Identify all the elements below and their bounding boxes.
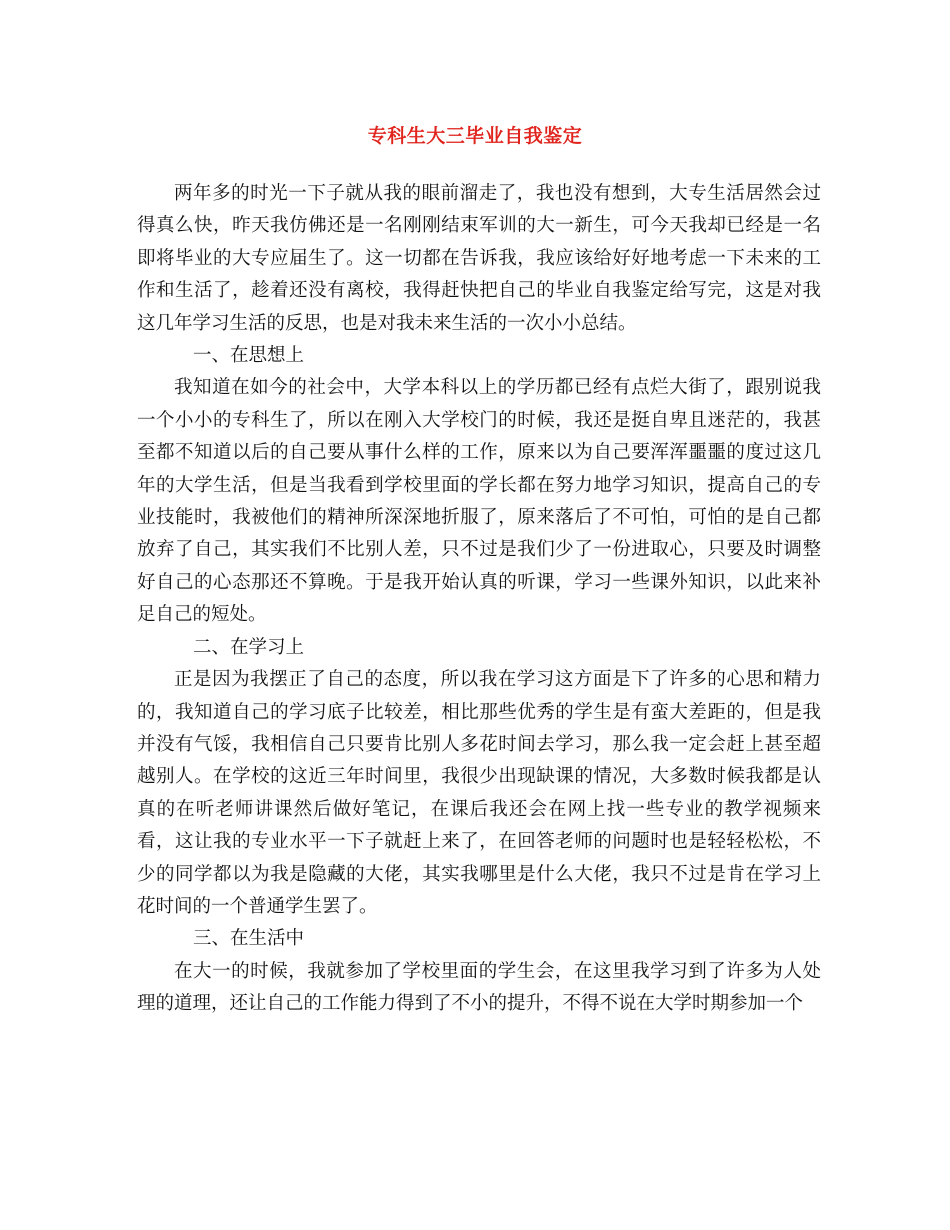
- section-paragraph-study: 正是因为我摆正了自己的态度，所以我在学习这方面是下了许多的心思和精力的，我知道自己的学习底子比较差，相比那些优秀的学生是有蛮大差距的，但是我并没有气馁，我相信自己只要肯比别人多花时间去学习，那么我一定会赶上甚至超越别人。在学校的这近三年时间里，我很少出现缺课的情况，大多数时候我都是认真的在听老师讲课然后做好笔记，在课后我还会在网上找一些专业的教学视频来看，这让我的专业水平一下子就赶上来了，在回答老师的问题时也是轻轻松松，不少的同学都以为我是隐藏的大佬，其实我哪里是什么大佬，我只不过是肯在学习上花时间的一个普通学生罢了。: [137, 669, 821, 917]
- section-heading-study: 二、在学习上: [193, 636, 305, 658]
- section-heading-thought: 一、在思想上: [193, 345, 305, 367]
- section-heading-life: 三、在生活中: [193, 928, 305, 950]
- document-title: 专科生大三毕业自我鉴定: [367, 125, 583, 147]
- section-paragraph-life: 在大一的时候，我就参加了学校里面的学生会，在这里我学习到了许多为人处理的道理，还让自己的工作能力得到了不小的提升，不得不说在大学时期参加一个: [137, 960, 821, 1015]
- section-paragraph-thought: 我知道在如今的社会中，大学本科以上的学历都已经有点烂大街了，跟别说我一个小小的专科生了，所以在刚入大学校门的时候，我还是挺自卑且迷茫的，我甚至都不知道以后的自己要从事什么样的工作，原来以为自己要浑浑噩噩的度过这几年的大学生活，但是当我看到学校里面的学长都在努力地学习知识，提高自己的专业技能时，我被他们的精神所深深地折服了，原来落后了不可怕，可怕的是自己都放弃了自己，其实我们不比别人差，只不过是我们少了一份进取心，只要及时调整好自己的心态那还不算晚。于是我开始认真的听课，学习一些课外知识，以此来补足自己的短处。: [137, 377, 821, 626]
- document-body: [137, 178, 821, 1021]
- intro-paragraph: 两年多的时光一下子就从我的眼前溜走了，我也没有想到，大专生活居然会过得真么快，昨天我仿佛还是一名刚刚结束军训的大一新生，可今天我却已经是一名即将毕业的大专应届生了。这一切都在告诉我，我应该给好好地考虑一下未来的工作和生活了，趁着还没有离校，我得赶快把自己的毕业自我鉴定给写完，这是对我这几年学习生活的反思，也是对我未来生活的一次小小总结。: [137, 183, 821, 334]
